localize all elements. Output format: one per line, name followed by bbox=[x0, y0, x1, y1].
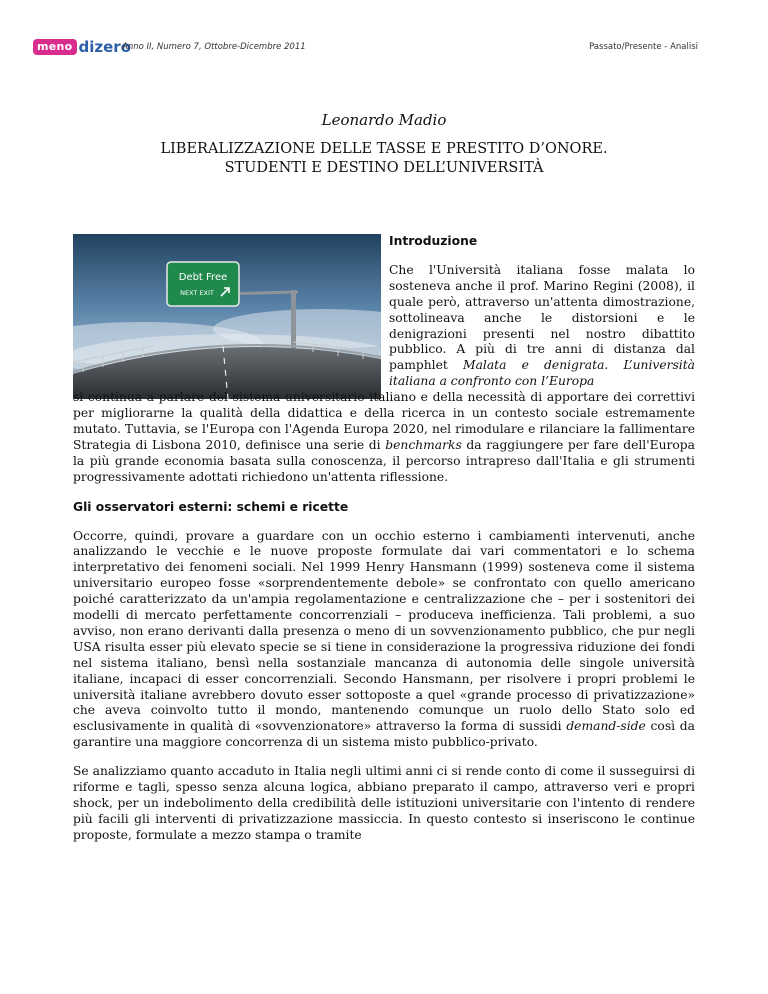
intro-paragraph-start bbox=[389, 263, 695, 390]
issue-info: Anno II, Numero 7, Ottobre-Dicembre 2011 bbox=[122, 42, 306, 52]
section-heading: Gli osservatori esterni: schemi e ricette bbox=[73, 499, 349, 514]
title-line-1: LIBERALIZZAZIONE DELLE TASSE E PRESTITO D’ONORE. bbox=[160, 141, 608, 157]
intro-column bbox=[389, 234, 695, 390]
intro-text-a: Che l'Università italiana fosse malata lo sosteneva anche il prof. Marino Regini (2008), il quale però, attraverso un'attenta dimostrazione, sottolineava anche le distorsioni e le denigrazioni presenti nel nostro dibattito pubblico. A più di tre anni di distanza dal pamphlet bbox=[389, 262, 695, 373]
demand-side-term: demand-side bbox=[566, 719, 646, 734]
logo-meno: meno bbox=[33, 39, 77, 55]
p2-text-a: Occorre, quindi, provare a guardare con un occhio esterno i cambiamenti intervenuti, anche analizzando le vecchie e le nuove proposte formulate dai vari commentatori e lo schema interpretativo dei fenomeni sociali. Nel 1999 Henry Hansmann (1999) sosteneva come il sistema universitario europeo fosse «sorprendentemente debole» se confrontato con quello americano poiché caratterizzato da un'ampia regolamentazione e centralizzazione che – per i sostenitori dei modelli di mercato perfettamente concorrenziali – produceva inefficienza. Tali problemi, a suo avviso, non erano derivanti dalla presenza o meno di un sovvenzionamento pubblico, che pur negli USA risulta esser più elevato specie se si tiene in considerazione la progressiva riduzione dei fondi nel sistema italiano, bensì nella sostanziale mancanza di autonomia delle singole università italiane, incapaci di esser concorrenziali. Secondo Hansmann, per risolvere i propri problemi le università italiane avrebbero dovuto esser sottoposte a quel «grande processo di privatizzazione» che aveva coinvolto tutto il mondo, mantenendo comunque un ruolo dello Stato solo ed esclusivamente in qualità di «sovvenzionatore» attraverso la forma di sussidi bbox=[73, 528, 695, 734]
logo-dizero: dizero bbox=[78, 38, 132, 56]
magazine-logo bbox=[33, 38, 132, 56]
title-line-2: STUDENTI E DESTINO DELL’UNIVERSITÀ bbox=[224, 160, 544, 176]
p2-text-b: così da garantire una maggiore concorrenza di un sistema misto pubblico-privato. bbox=[73, 719, 695, 750]
page-header bbox=[0, 0, 768, 60]
benchmarks-term: benchmarks bbox=[385, 437, 462, 452]
article-body bbox=[73, 234, 695, 857]
sign-text-2: NEXT EXIT bbox=[180, 289, 214, 297]
article-title bbox=[100, 140, 668, 178]
section-label: Passato/Presente - Analisi bbox=[589, 42, 698, 52]
pamphlet-title: Malata e denigrata. L’università italiana a confronto con l’Europa bbox=[389, 358, 696, 389]
article-author: Leonardo Madio bbox=[321, 111, 447, 129]
paragraph-italy-reforms: Se analizziamo quanto accaduto in Italia negli ultimi anni ci si rende conto di come il susseguirsi di riforme e tagli, spesso senza alcuna logica, abbiano preparato il campo, attraverso veri e propri shock, per un indebolimento della credibilità delle istituzioni universitarie con l'intento di rendere più facili gli interventi di privatizzazione massiccia. In questo contesto si inseriscono le continue proposte, formulate a mezzo stampa o tramite bbox=[73, 764, 695, 842]
intro-text-b: si continua a parlare del sistema universitario italiano e della necessità di apportare dei correttivi per migliorarne la qualità della didattica e della ricerca in un contesto sociale estremamente mutato. Tuttavia, se l'Europa con l'Agenda Europa 2020, nel rimodulare e rilanciare la fallimentare Strategia di Lisbona 2010, definisce una serie di bbox=[73, 390, 695, 452]
intro-paragraph-continued bbox=[73, 390, 695, 485]
intro-text-c: da raggiungere per fare dell'Europa la più grande economia basata sulla conoscenza, il percorso intrapreso dall'Italia e gli strumenti progressivamente adottati richiedono un'attenta riflessione. bbox=[73, 437, 695, 484]
paragraph-hansmann bbox=[73, 529, 695, 752]
intro-heading: Introduzione bbox=[389, 234, 478, 248]
sign-text-1: Debt Free bbox=[178, 272, 228, 283]
